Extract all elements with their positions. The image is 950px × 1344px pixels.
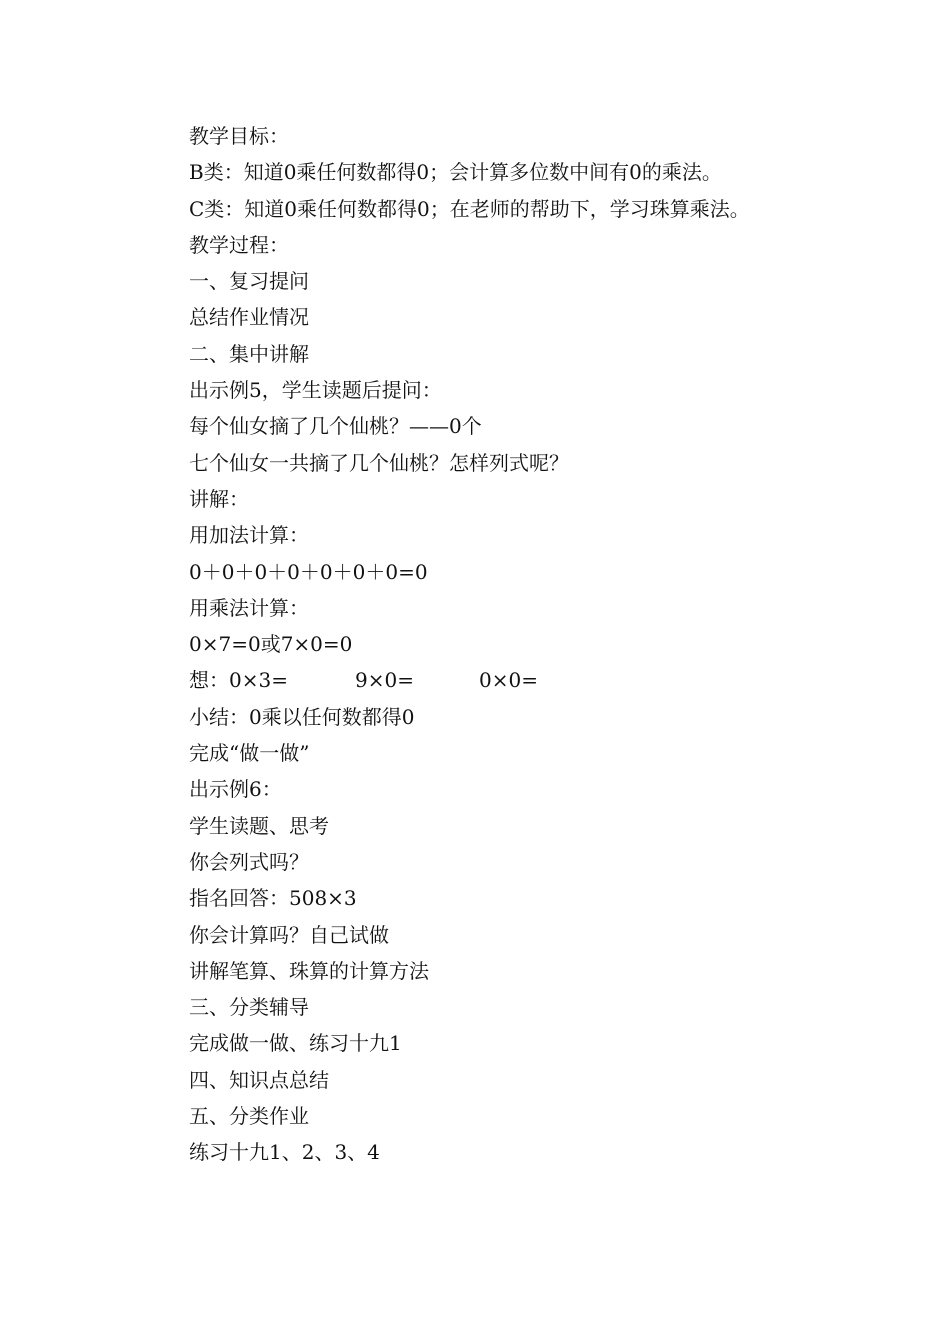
- text-line: 练习十九1、2、3、4: [189, 1140, 380, 1165]
- equation-line: 0×7=0或7×0=0: [189, 632, 353, 657]
- summary-line: 小结：0乘以任何数都得0: [189, 704, 415, 729]
- think-item: 0×0=: [479, 668, 538, 693]
- section-tutoring: 三、分类辅导: [189, 995, 309, 1020]
- think-item: 想：0×3=: [189, 668, 288, 693]
- text-line: 每个仙女摘了几个仙桃？——0个: [189, 414, 482, 439]
- text-line: 你会计算吗？自己试做: [189, 922, 389, 947]
- text-line: 总结作业情况: [189, 305, 309, 330]
- equation-line: 0＋0＋0＋0＋0＋0＋0=0: [189, 559, 428, 584]
- text-line: 出示例6：: [189, 777, 282, 802]
- text-line: 完成“做一做”: [189, 741, 310, 766]
- section-lecture: 二、集中讲解: [189, 341, 309, 366]
- goal-class-c: C类：知道0乘任何数都得0；在老师的帮助下，学习珠算乘法。: [189, 196, 750, 221]
- think-item: 9×0=: [355, 668, 414, 693]
- goal-class-b: B类：知道0乘任何数都得0；会计算多位数中间有0的乘法。: [189, 160, 722, 185]
- text-line: 指名回答：508×3: [189, 886, 357, 911]
- section-review: 一、复习提问: [189, 269, 309, 294]
- text-line: 讲解笔算、珠算的计算方法: [189, 958, 429, 983]
- text-line: 学生读题、思考: [189, 813, 329, 838]
- document-body: [189, 118, 869, 1171]
- heading-teaching-process: 教学过程：: [189, 232, 289, 257]
- text-line: 七个仙女一共摘了几个仙桃？怎样列式呢？: [189, 450, 569, 475]
- section-summary: 四、知识点总结: [189, 1067, 329, 1092]
- text-line: 完成做一做、练习十九1: [189, 1031, 402, 1056]
- text-line: 用乘法计算：: [189, 595, 309, 620]
- text-line: 你会列式吗？: [189, 849, 309, 874]
- text-line: 讲解：: [189, 486, 249, 511]
- text-line: 出示例5，学生读题后提问：: [189, 378, 442, 403]
- text-line: 用加法计算：: [189, 523, 309, 548]
- think-row: [189, 662, 869, 698]
- heading-teaching-goals: 教学目标：: [189, 124, 289, 148]
- section-homework: 五、分类作业: [189, 1104, 309, 1129]
